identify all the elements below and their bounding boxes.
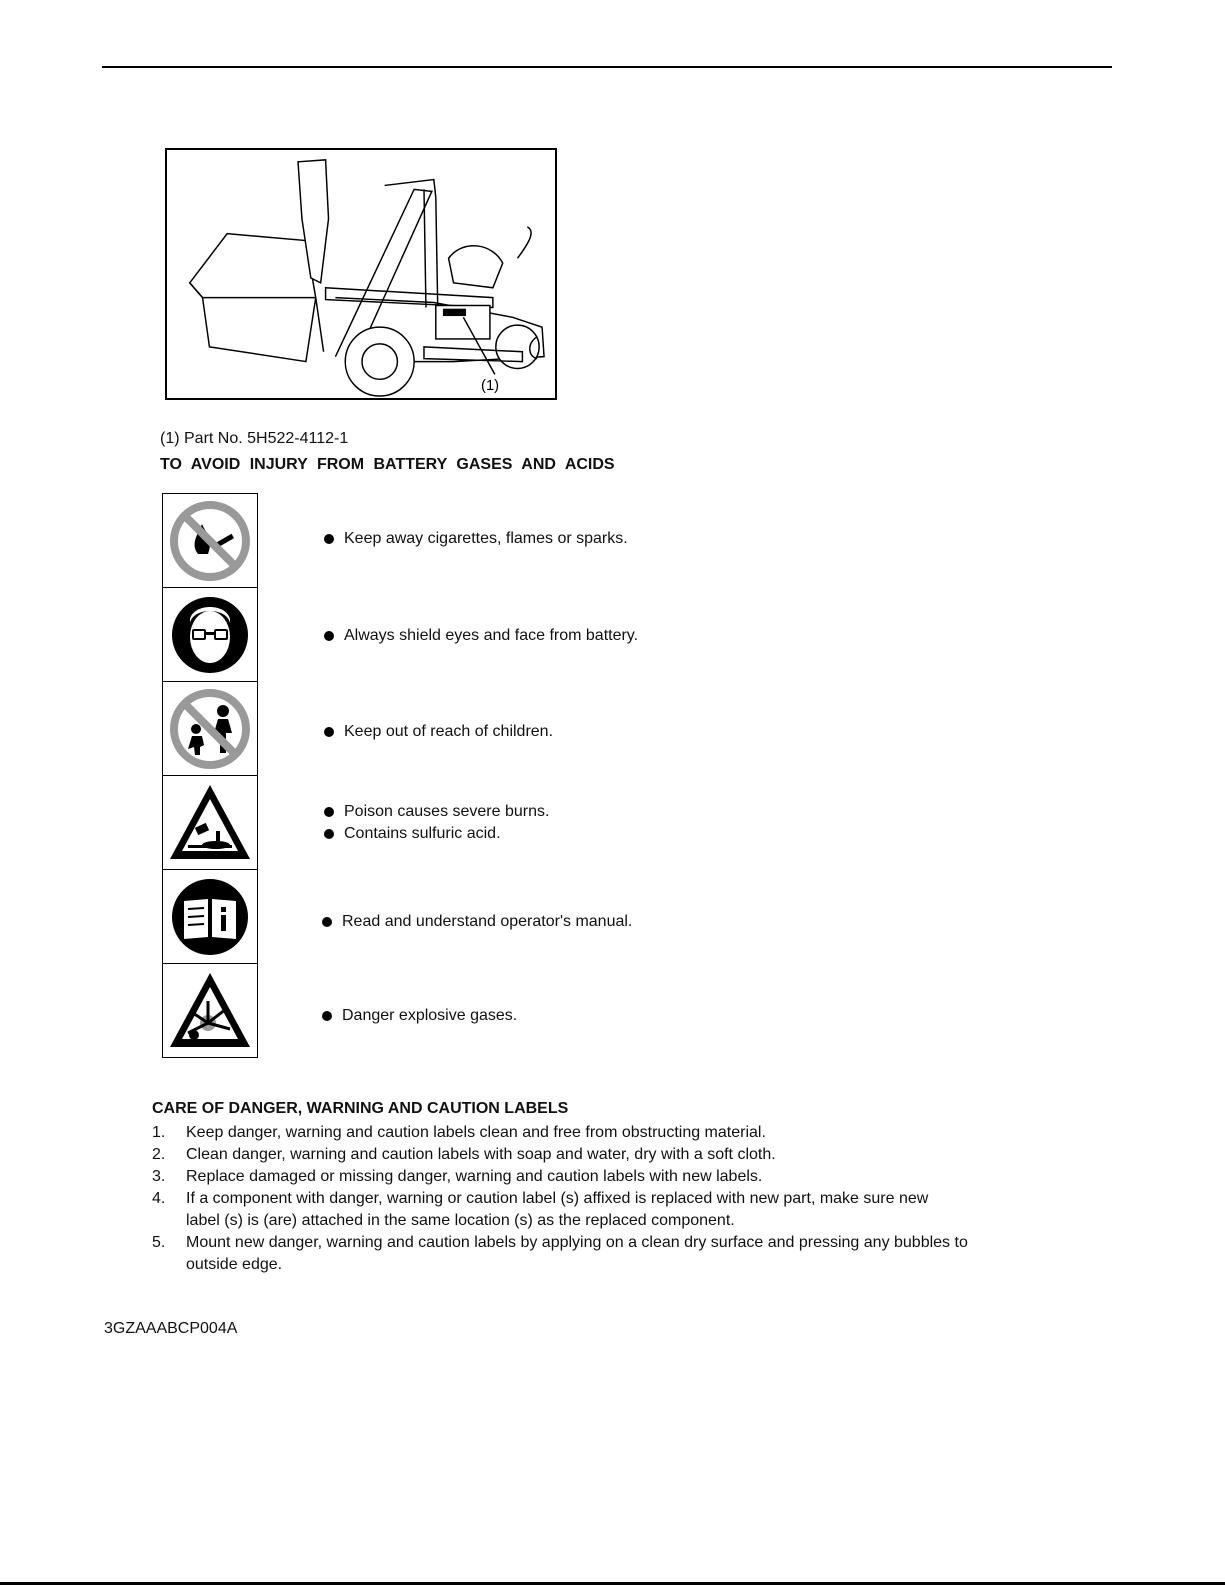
document-id: 3GZAAABCP004A xyxy=(104,1320,238,1337)
battery-item-text: Keep away cigarettes, flames or sparks. xyxy=(344,530,628,547)
symbol-cell xyxy=(162,681,258,776)
bullet xyxy=(322,1011,332,1021)
battery-item-text: Contains sulfuric acid. xyxy=(344,825,501,842)
battery-item xyxy=(324,825,501,843)
battery-item-text: Poison causes severe burns. xyxy=(344,803,550,820)
symbol-cell xyxy=(162,587,258,682)
care-item-text: Keep danger, warning and caution labels clean and free from obstructing material. xyxy=(186,1124,766,1141)
bullet xyxy=(324,829,334,839)
corrosive-acid-icon xyxy=(168,781,252,865)
care-item xyxy=(152,1188,1072,1210)
bullet xyxy=(324,534,334,544)
care-item xyxy=(152,1232,1072,1254)
eye-protection-icon xyxy=(168,593,252,677)
symbol-cell xyxy=(162,493,258,588)
no-flames-icon xyxy=(168,499,252,583)
battery-heading: TO AVOID INJURY FROM BATTERY GASES AND ACIDS xyxy=(160,456,615,473)
care-item-number: 4. xyxy=(152,1190,166,1207)
care-item-text: Replace damaged or missing danger, warning and caution labels with new labels. xyxy=(186,1168,763,1185)
figure-callout: (1) xyxy=(481,378,500,395)
symbol-cell xyxy=(162,869,258,964)
care-item-text: Mount new danger, warning and caution labels by applying on a clean dry surface and pressing any bubbles to xyxy=(186,1234,968,1251)
battery-item xyxy=(324,627,638,645)
battery-item xyxy=(324,530,628,548)
mower-illustration xyxy=(165,148,557,400)
battery-item-text: Always shield eyes and face from battery. xyxy=(344,627,639,644)
care-item xyxy=(152,1144,1072,1166)
symbol-cell xyxy=(162,963,258,1058)
care-item-continuation xyxy=(152,1210,1072,1232)
care-item-number: 5. xyxy=(152,1234,166,1251)
battery-item-text: Danger explosive gases. xyxy=(342,1007,518,1024)
care-item-continuation xyxy=(152,1254,1072,1276)
bullet xyxy=(324,807,334,817)
battery-item-text: Keep out of reach of children. xyxy=(344,723,554,740)
bullet xyxy=(324,631,334,641)
battery-item xyxy=(324,803,549,821)
keep-children-away-icon xyxy=(168,687,252,771)
care-heading: CARE OF DANGER, WARNING AND CAUTION LABELS xyxy=(152,1100,569,1117)
explosive-gas-icon xyxy=(168,969,252,1053)
care-item-text: label (s) is (are) attached in the same location (s) as the replaced component. xyxy=(186,1212,735,1229)
care-item-number: 2. xyxy=(152,1146,166,1163)
care-item-number: 1. xyxy=(152,1124,166,1141)
care-item-text: outside edge. xyxy=(186,1256,283,1273)
battery-item xyxy=(324,723,553,741)
battery-item xyxy=(322,913,632,931)
read-manual-icon xyxy=(168,875,252,959)
bullet xyxy=(324,727,334,737)
care-item xyxy=(152,1166,1072,1188)
care-list xyxy=(152,1122,1072,1276)
symbol-cell xyxy=(162,775,258,870)
top-rule xyxy=(102,66,1112,68)
figure-caption: (1) Part No. 5H522-4112-1 xyxy=(160,430,349,447)
care-item-text: If a component with danger, warning or caution label (s) affixed is replaced with new part, make sure new xyxy=(186,1190,929,1207)
safety-symbol-column xyxy=(162,493,258,1058)
care-item-text: Clean danger, warning and caution labels with soap and water, dry with a soft cloth. xyxy=(186,1146,776,1163)
battery-item xyxy=(322,1007,517,1025)
care-item xyxy=(152,1122,1072,1144)
bullet xyxy=(322,917,332,927)
care-item-number: 3. xyxy=(152,1168,166,1185)
battery-item-text: Read and understand operator's manual. xyxy=(342,913,633,930)
